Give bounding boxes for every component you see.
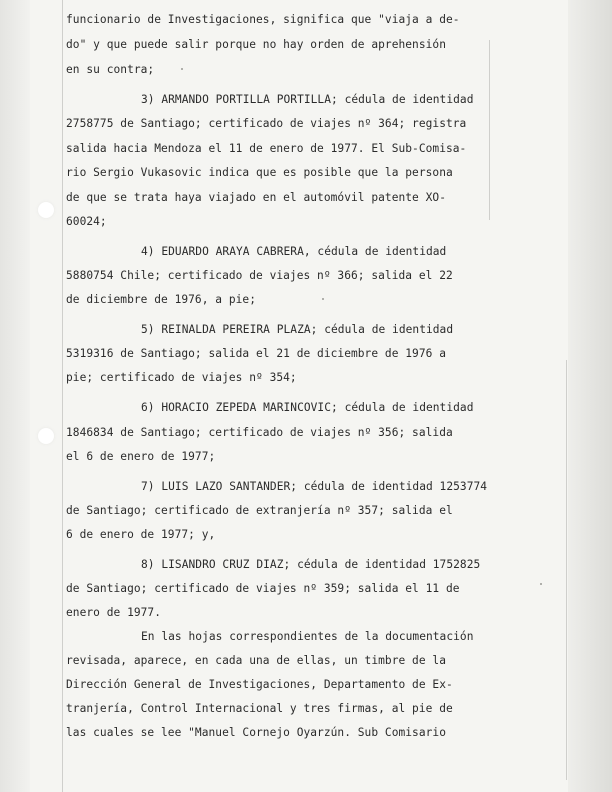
text-line: pie; certificado de viajes nº 354; (66, 371, 297, 384)
page-right-edge (568, 0, 612, 792)
text-line: do" y que puede salir porque no hay orden de aprehensión (66, 38, 446, 51)
text-line: funcionario de Investigaciones, significa que "viaja a de- (66, 13, 460, 26)
margin-line-right-lower (566, 360, 567, 780)
text-line: enero de 1977. (66, 606, 161, 619)
text-line: 2758775 de Santiago; certificado de viajes nº 364; registra (66, 117, 467, 130)
page-left-edge (0, 0, 30, 792)
text-line: 1846834 de Santiago; certificado de viajes nº 356; salida (66, 426, 453, 439)
text-line: 8) LISANDRO CRUZ DIAZ; cédula de identidad 1752825 (141, 558, 481, 571)
text-line: 6) HORACIO ZEPEDA MARINCOVIC; cédula de identidad (141, 401, 474, 414)
text-line: En las hojas correspondientes de la documentación (141, 630, 474, 643)
text-line: 60024; (66, 215, 107, 228)
text-line: de diciembre de 1976, a pie; (66, 293, 256, 306)
text-line: salida hacia Mendoza el 11 de enero de 1977. El Sub-Comisa- (66, 142, 467, 155)
text-line: las cuales se lee "Manuel Cornejo Oyarzún. Sub Comisario (66, 726, 446, 739)
text-line: 3) ARMANDO PORTILLA PORTILLA; cédula de identidad (141, 93, 474, 106)
text-line: 4) EDUARDO ARAYA CABRERA, cédula de identidad (141, 245, 447, 258)
text-line: 5319316 de Santiago; salida el 21 de diciembre de 1976 a (66, 347, 446, 360)
text-line: Dirección General de Investigaciones, Departamento de Ex- (66, 678, 453, 691)
margin-line-right-upper (489, 40, 490, 220)
text-line: el 6 de enero de 1977; (66, 450, 216, 463)
text-line: rio Sergio Vukasovic indica que es posible que la persona (66, 166, 453, 179)
scan-speck (322, 298, 324, 300)
scan-speck (540, 583, 542, 585)
punch-hole-lower (38, 428, 54, 444)
punch-hole-upper (38, 202, 54, 218)
text-line: 5) REINALDA PEREIRA PLAZA; cédula de identidad (141, 323, 454, 336)
text-line: 5880754 Chile; certificado de viajes nº 366; salida el 22 (66, 269, 453, 282)
text-line: de que se trata haya viajado en el automóvil patente XO- (66, 191, 446, 204)
text-line: de Santiago; certificado de extranjería nº 357; salida el (66, 504, 453, 517)
text-line: de Santiago; certificado de viajes nº 359; salida el 11 de (66, 582, 460, 595)
text-line: en su contra; (66, 63, 155, 76)
text-line: tranjería, Control Internacional y tres firmas, al pie de (66, 702, 453, 715)
text-line: revisada, aparece, en cada una de ellas, un timbre de la (66, 654, 446, 667)
scan-speck (181, 68, 183, 70)
text-line: 7) LUIS LAZO SANTANDER; cédula de identidad 1253774 (141, 480, 488, 493)
margin-line-left (62, 0, 63, 792)
text-line: 6 de enero de 1977; y, (66, 528, 216, 541)
